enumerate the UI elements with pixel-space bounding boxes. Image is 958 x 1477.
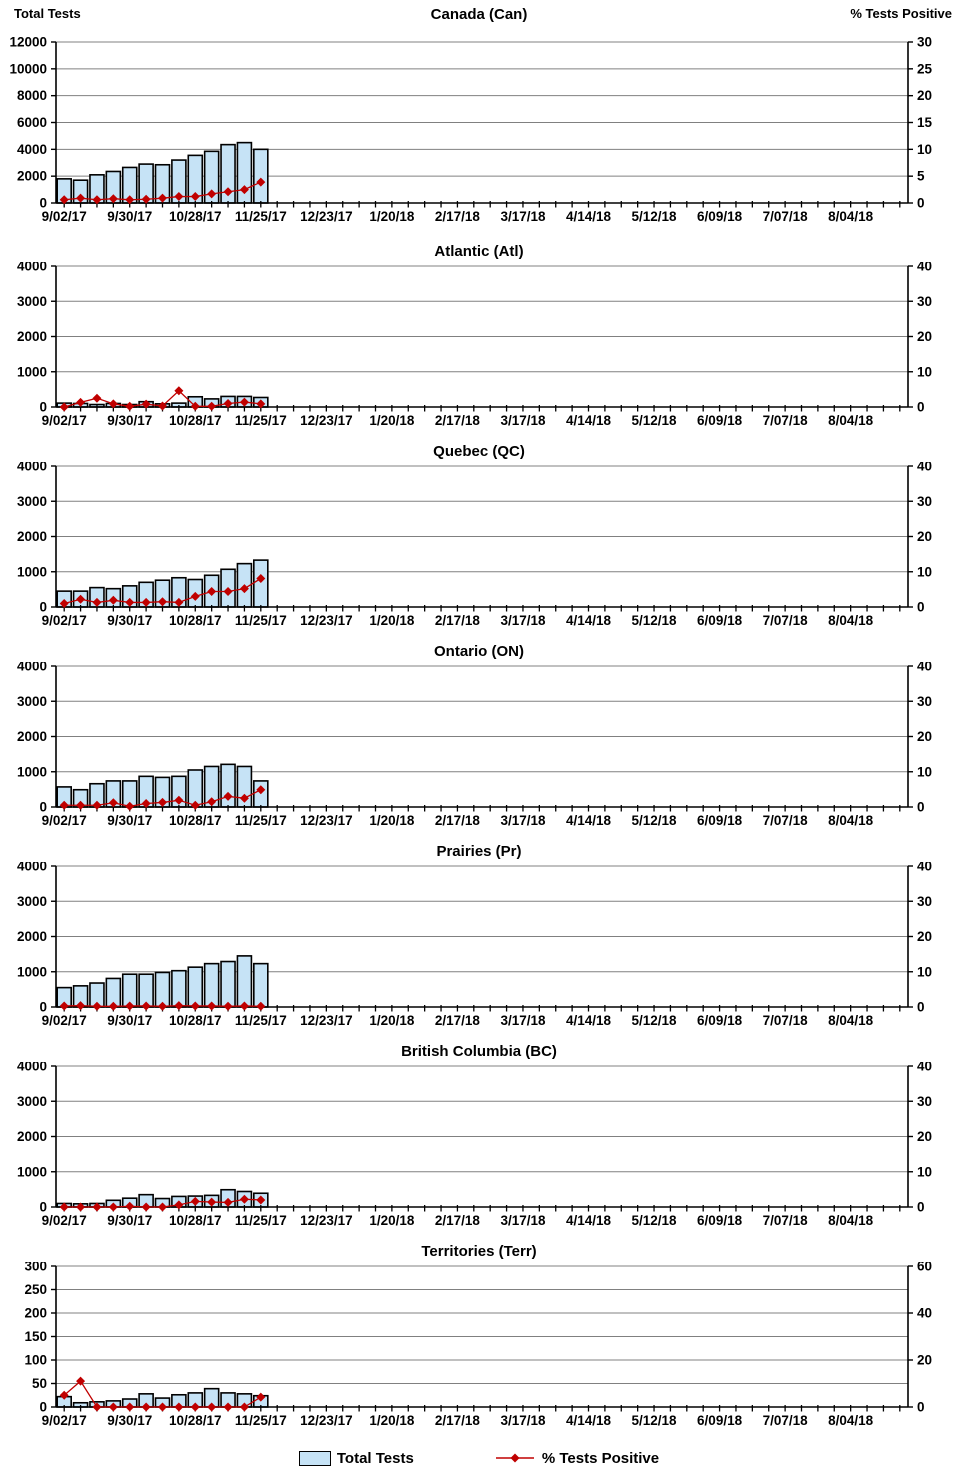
svg-text:1/20/18: 1/20/18 bbox=[369, 1413, 415, 1428]
svg-text:10/28/17: 10/28/17 bbox=[168, 613, 222, 628]
svg-text:30: 30 bbox=[917, 893, 933, 909]
x-axis-ticks-labels bbox=[42, 201, 900, 224]
chart-title-prairies: Prairies (Pr) bbox=[436, 843, 522, 860]
svg-text:4/14/18: 4/14/18 bbox=[565, 1213, 612, 1228]
svg-text:12000: 12000 bbox=[9, 34, 47, 50]
right-axis-labels bbox=[908, 462, 932, 615]
diamond-marker-icon bbox=[92, 394, 101, 403]
svg-text:1/20/18: 1/20/18 bbox=[369, 613, 415, 628]
svg-text:8000: 8000 bbox=[16, 88, 47, 104]
chart-svg-territories bbox=[0, 1262, 958, 1442]
svg-text:1000: 1000 bbox=[16, 964, 47, 980]
svg-text:9/02/17: 9/02/17 bbox=[41, 613, 87, 628]
svg-text:7/07/18: 7/07/18 bbox=[762, 209, 808, 224]
svg-text:11/25/17: 11/25/17 bbox=[234, 413, 287, 428]
svg-text:4/14/18: 4/14/18 bbox=[565, 209, 612, 224]
svg-text:1000: 1000 bbox=[16, 1164, 47, 1180]
left-axis-labels bbox=[17, 1062, 56, 1215]
svg-text:40: 40 bbox=[917, 1062, 933, 1074]
chart-svg-atlantic bbox=[0, 262, 958, 442]
left-axis-labels bbox=[24, 1262, 56, 1415]
chart-svg-british-columbia bbox=[0, 1062, 958, 1242]
svg-text:20: 20 bbox=[917, 1129, 933, 1144]
svg-text:11/25/17: 11/25/17 bbox=[234, 1413, 287, 1428]
chart-svg-canada bbox=[0, 26, 958, 242]
svg-text:9/02/17: 9/02/17 bbox=[41, 1013, 87, 1028]
svg-text:11/25/17: 11/25/17 bbox=[234, 613, 287, 628]
gridlines bbox=[56, 866, 908, 972]
svg-text:4000: 4000 bbox=[16, 141, 47, 157]
svg-text:9/30/17: 9/30/17 bbox=[107, 1413, 153, 1428]
svg-text:5: 5 bbox=[917, 168, 925, 184]
svg-text:5/12/18: 5/12/18 bbox=[631, 209, 677, 224]
left-axis-labels bbox=[17, 462, 56, 615]
svg-text:6/09/18: 6/09/18 bbox=[697, 813, 743, 828]
chart-section-british-columbia bbox=[0, 1042, 958, 1242]
svg-text:6/09/18: 6/09/18 bbox=[697, 209, 743, 224]
x-axis-ticks-labels bbox=[42, 405, 900, 428]
svg-text:2/17/18: 2/17/18 bbox=[434, 413, 480, 428]
legend-bar-swatch-icon bbox=[299, 1451, 331, 1466]
svg-text:3/17/18: 3/17/18 bbox=[500, 813, 546, 828]
svg-text:12/23/17: 12/23/17 bbox=[300, 1413, 353, 1428]
svg-text:3/17/18: 3/17/18 bbox=[500, 1413, 546, 1428]
right-axis-title: % Tests Positive bbox=[850, 6, 952, 21]
svg-text:12/23/17: 12/23/17 bbox=[300, 1013, 353, 1028]
svg-text:5/12/18: 5/12/18 bbox=[631, 1013, 677, 1028]
svg-text:8/04/18: 8/04/18 bbox=[828, 209, 874, 224]
svg-text:10/28/17: 10/28/17 bbox=[168, 209, 222, 224]
svg-text:3/17/18: 3/17/18 bbox=[500, 1013, 546, 1028]
svg-text:20: 20 bbox=[917, 729, 933, 744]
gridlines bbox=[56, 466, 908, 572]
svg-text:10: 10 bbox=[917, 764, 933, 780]
svg-text:0: 0 bbox=[39, 399, 47, 415]
svg-text:10: 10 bbox=[917, 141, 933, 157]
svg-text:2/17/18: 2/17/18 bbox=[434, 1413, 480, 1428]
svg-text:8/04/18: 8/04/18 bbox=[828, 1413, 874, 1428]
svg-text:100: 100 bbox=[24, 1352, 47, 1368]
svg-text:40: 40 bbox=[917, 262, 933, 274]
svg-text:5/12/18: 5/12/18 bbox=[631, 613, 677, 628]
svg-text:4000: 4000 bbox=[16, 462, 47, 474]
legend-item-pct-positive bbox=[494, 1450, 659, 1467]
svg-text:9/30/17: 9/30/17 bbox=[107, 613, 153, 628]
svg-text:30: 30 bbox=[917, 1093, 933, 1109]
left-axis-title: Total Tests bbox=[14, 6, 81, 21]
chart-svg-quebec bbox=[0, 462, 958, 642]
svg-text:1000: 1000 bbox=[16, 364, 47, 380]
svg-text:1/20/18: 1/20/18 bbox=[369, 413, 415, 428]
svg-text:8/04/18: 8/04/18 bbox=[828, 613, 874, 628]
svg-text:9/02/17: 9/02/17 bbox=[41, 1413, 87, 1428]
svg-text:30: 30 bbox=[917, 693, 933, 709]
chart-section-territories bbox=[0, 1242, 958, 1442]
svg-text:60: 60 bbox=[917, 1262, 933, 1274]
svg-text:11/25/17: 11/25/17 bbox=[234, 1213, 287, 1228]
svg-text:3000: 3000 bbox=[16, 493, 47, 509]
svg-text:40: 40 bbox=[917, 462, 933, 474]
svg-text:12/23/17: 12/23/17 bbox=[300, 1213, 353, 1228]
svg-text:10/28/17: 10/28/17 bbox=[168, 1413, 222, 1428]
chart-section-atlantic bbox=[0, 242, 958, 442]
svg-text:0: 0 bbox=[39, 999, 47, 1015]
left-axis-labels bbox=[17, 662, 56, 815]
svg-text:12/23/17: 12/23/17 bbox=[300, 413, 353, 428]
right-axis-labels bbox=[908, 262, 932, 415]
x-axis-ticks-labels bbox=[42, 605, 900, 628]
x-axis-ticks-labels bbox=[42, 1005, 900, 1028]
svg-text:11/25/17: 11/25/17 bbox=[234, 813, 287, 828]
gridlines bbox=[56, 1066, 908, 1172]
x-axis-ticks-labels bbox=[42, 1405, 900, 1428]
svg-text:2/17/18: 2/17/18 bbox=[434, 209, 480, 224]
svg-text:2000: 2000 bbox=[16, 729, 47, 744]
right-axis-labels bbox=[908, 35, 933, 211]
svg-text:9/02/17: 9/02/17 bbox=[41, 209, 87, 224]
svg-text:7/07/18: 7/07/18 bbox=[762, 1013, 808, 1028]
svg-text:2000: 2000 bbox=[16, 929, 47, 944]
chart-svg-prairies bbox=[0, 862, 958, 1042]
svg-text:30: 30 bbox=[917, 293, 933, 309]
svg-text:30: 30 bbox=[917, 493, 933, 509]
svg-text:3/17/18: 3/17/18 bbox=[500, 209, 546, 224]
svg-text:0: 0 bbox=[39, 1199, 47, 1215]
chart-title-atlantic: Atlantic (Atl) bbox=[434, 243, 524, 260]
svg-text:7/07/18: 7/07/18 bbox=[762, 813, 808, 828]
svg-text:4000: 4000 bbox=[16, 262, 47, 274]
svg-text:50: 50 bbox=[31, 1376, 47, 1391]
legend bbox=[0, 1442, 958, 1474]
svg-text:15: 15 bbox=[917, 115, 933, 130]
gridlines bbox=[56, 1266, 908, 1384]
chart-section-canada bbox=[0, 0, 958, 242]
svg-text:3/17/18: 3/17/18 bbox=[500, 1213, 546, 1228]
right-axis-labels bbox=[908, 862, 932, 1015]
svg-text:0: 0 bbox=[39, 1399, 47, 1415]
right-axis-labels bbox=[908, 662, 932, 815]
legend-line-label: % Tests Positive bbox=[541, 1449, 660, 1467]
svg-text:10/28/17: 10/28/17 bbox=[168, 413, 222, 428]
chart-section-ontario bbox=[0, 642, 958, 842]
svg-text:250: 250 bbox=[24, 1282, 47, 1297]
chart-title-british-columbia: British Columbia (BC) bbox=[401, 1043, 557, 1060]
svg-text:1000: 1000 bbox=[16, 764, 47, 780]
svg-text:9/30/17: 9/30/17 bbox=[107, 813, 153, 828]
svg-text:12/23/17: 12/23/17 bbox=[300, 209, 353, 224]
svg-text:6000: 6000 bbox=[16, 115, 47, 130]
svg-text:1/20/18: 1/20/18 bbox=[369, 813, 415, 828]
svg-text:5/12/18: 5/12/18 bbox=[631, 1413, 677, 1428]
svg-text:300: 300 bbox=[24, 1262, 47, 1274]
svg-text:20: 20 bbox=[917, 1352, 933, 1368]
svg-text:12/23/17: 12/23/17 bbox=[300, 613, 353, 628]
left-axis-labels bbox=[9, 35, 56, 211]
svg-text:6/09/18: 6/09/18 bbox=[697, 1413, 743, 1428]
svg-text:2000: 2000 bbox=[16, 529, 47, 544]
svg-text:9/02/17: 9/02/17 bbox=[41, 1213, 87, 1228]
svg-text:7/07/18: 7/07/18 bbox=[762, 1213, 808, 1228]
svg-text:10/28/17: 10/28/17 bbox=[168, 1213, 222, 1228]
svg-text:10: 10 bbox=[917, 1164, 933, 1180]
svg-text:6/09/18: 6/09/18 bbox=[697, 413, 743, 428]
svg-text:2000: 2000 bbox=[16, 329, 47, 344]
svg-text:4000: 4000 bbox=[16, 662, 47, 674]
svg-text:8/04/18: 8/04/18 bbox=[828, 1213, 874, 1228]
svg-text:10: 10 bbox=[917, 964, 933, 980]
svg-text:0: 0 bbox=[917, 1199, 925, 1215]
svg-text:4/14/18: 4/14/18 bbox=[565, 413, 612, 428]
svg-text:1/20/18: 1/20/18 bbox=[369, 209, 415, 224]
chart-svg-ontario bbox=[0, 662, 958, 842]
svg-text:40: 40 bbox=[917, 662, 933, 674]
svg-text:6/09/18: 6/09/18 bbox=[697, 1013, 743, 1028]
chart-title-territories: Territories (Terr) bbox=[421, 1243, 537, 1260]
svg-text:0: 0 bbox=[917, 1399, 925, 1415]
svg-text:10: 10 bbox=[917, 364, 933, 380]
chart-title-quebec: Quebec (QC) bbox=[433, 443, 525, 460]
svg-text:0: 0 bbox=[917, 999, 925, 1015]
svg-text:20: 20 bbox=[917, 929, 933, 944]
svg-text:2/17/18: 2/17/18 bbox=[434, 813, 480, 828]
svg-text:200: 200 bbox=[24, 1305, 47, 1321]
left-axis-labels bbox=[17, 262, 56, 415]
svg-text:3000: 3000 bbox=[16, 693, 47, 709]
svg-text:4/14/18: 4/14/18 bbox=[565, 613, 612, 628]
svg-text:4/14/18: 4/14/18 bbox=[565, 1013, 612, 1028]
svg-text:9/30/17: 9/30/17 bbox=[107, 209, 153, 224]
svg-text:9/30/17: 9/30/17 bbox=[107, 1013, 153, 1028]
svg-text:20: 20 bbox=[917, 329, 933, 344]
diamond-marker-icon bbox=[125, 402, 134, 411]
svg-text:9/02/17: 9/02/17 bbox=[41, 413, 87, 428]
left-axis-labels bbox=[17, 862, 56, 1015]
svg-text:2/17/18: 2/17/18 bbox=[434, 613, 480, 628]
svg-text:3000: 3000 bbox=[16, 893, 47, 909]
svg-text:4/14/18: 4/14/18 bbox=[565, 1413, 612, 1428]
svg-text:2/17/18: 2/17/18 bbox=[434, 1013, 480, 1028]
legend-line-diamond-icon bbox=[494, 1452, 536, 1464]
svg-text:8/04/18: 8/04/18 bbox=[828, 813, 874, 828]
chart-section-quebec bbox=[0, 442, 958, 642]
svg-text:0: 0 bbox=[39, 799, 47, 815]
svg-text:0: 0 bbox=[917, 399, 925, 415]
svg-text:5/12/18: 5/12/18 bbox=[631, 413, 677, 428]
svg-text:2000: 2000 bbox=[16, 1129, 47, 1144]
svg-text:10: 10 bbox=[917, 564, 933, 580]
svg-text:10/28/17: 10/28/17 bbox=[168, 813, 222, 828]
svg-text:9/02/17: 9/02/17 bbox=[41, 813, 87, 828]
svg-text:10/28/17: 10/28/17 bbox=[168, 1013, 222, 1028]
gridlines bbox=[56, 42, 908, 176]
svg-text:150: 150 bbox=[24, 1329, 47, 1344]
svg-text:1/20/18: 1/20/18 bbox=[369, 1213, 415, 1228]
svg-text:6/09/18: 6/09/18 bbox=[697, 1213, 743, 1228]
chart-section-prairies bbox=[0, 842, 958, 1042]
svg-text:25: 25 bbox=[917, 61, 933, 77]
svg-text:4/14/18: 4/14/18 bbox=[565, 813, 612, 828]
svg-text:7/07/18: 7/07/18 bbox=[762, 613, 808, 628]
svg-text:40: 40 bbox=[917, 1305, 933, 1321]
svg-text:12/23/17: 12/23/17 bbox=[300, 813, 353, 828]
svg-text:7/07/18: 7/07/18 bbox=[762, 1413, 808, 1428]
svg-text:4000: 4000 bbox=[16, 862, 47, 874]
svg-text:0: 0 bbox=[917, 799, 925, 815]
svg-text:3000: 3000 bbox=[16, 293, 47, 309]
svg-text:4000: 4000 bbox=[16, 1062, 47, 1074]
svg-text:6/09/18: 6/09/18 bbox=[697, 613, 743, 628]
svg-text:11/25/17: 11/25/17 bbox=[234, 209, 287, 224]
svg-text:0: 0 bbox=[39, 599, 47, 615]
right-axis-labels bbox=[908, 1062, 932, 1215]
svg-text:0: 0 bbox=[39, 195, 47, 211]
axis-titles-row bbox=[0, 6, 958, 26]
svg-text:3000: 3000 bbox=[16, 1093, 47, 1109]
svg-text:9/30/17: 9/30/17 bbox=[107, 1213, 153, 1228]
svg-text:10000: 10000 bbox=[9, 61, 47, 77]
svg-text:1000: 1000 bbox=[16, 564, 47, 580]
svg-text:30: 30 bbox=[917, 34, 933, 50]
svg-text:8/04/18: 8/04/18 bbox=[828, 1013, 874, 1028]
svg-text:40: 40 bbox=[917, 862, 933, 874]
x-axis-ticks-labels bbox=[42, 1205, 900, 1228]
gridlines bbox=[56, 266, 908, 372]
svg-text:1/20/18: 1/20/18 bbox=[369, 1013, 415, 1028]
svg-text:2/17/18: 2/17/18 bbox=[434, 1213, 480, 1228]
svg-text:20: 20 bbox=[917, 88, 933, 104]
svg-text:5/12/18: 5/12/18 bbox=[631, 813, 677, 828]
svg-text:8/04/18: 8/04/18 bbox=[828, 413, 874, 428]
svg-text:3/17/18: 3/17/18 bbox=[500, 413, 546, 428]
legend-bar-label: Total Tests bbox=[336, 1449, 414, 1467]
chart-title-canada: Canada (Can) bbox=[430, 6, 528, 23]
x-axis-ticks-labels bbox=[42, 805, 900, 828]
svg-text:0: 0 bbox=[917, 195, 925, 211]
svg-text:0: 0 bbox=[917, 599, 925, 615]
chart-title-ontario: Ontario (ON) bbox=[434, 643, 524, 660]
svg-text:7/07/18: 7/07/18 bbox=[762, 413, 808, 428]
svg-text:20: 20 bbox=[917, 529, 933, 544]
svg-text:11/25/17: 11/25/17 bbox=[234, 1013, 287, 1028]
legend-item-total-tests bbox=[299, 1450, 414, 1467]
total-tests-bars bbox=[57, 956, 268, 1007]
gridlines bbox=[56, 666, 908, 772]
right-axis-labels bbox=[908, 1262, 932, 1415]
svg-text:3/17/18: 3/17/18 bbox=[500, 613, 546, 628]
svg-text:2000: 2000 bbox=[16, 168, 47, 184]
svg-text:9/30/17: 9/30/17 bbox=[107, 413, 153, 428]
svg-text:5/12/18: 5/12/18 bbox=[631, 1213, 677, 1228]
